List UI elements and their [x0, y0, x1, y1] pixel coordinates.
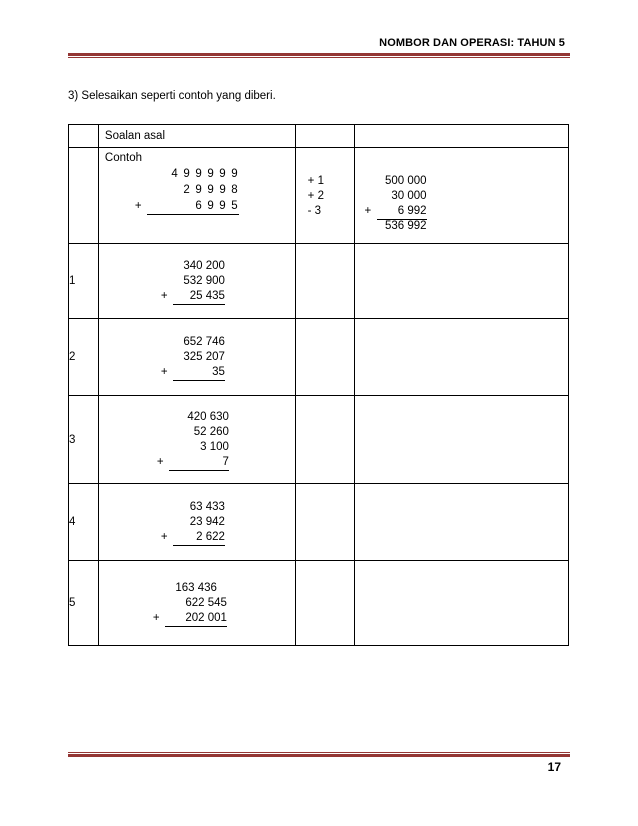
- example-op-1: + 1: [307, 175, 324, 187]
- question-line: 52 260: [193, 425, 229, 438]
- example-row: [69, 148, 569, 244]
- table-header-row: [69, 125, 569, 148]
- plus-sign: +: [160, 530, 168, 543]
- footer-rule: [68, 752, 570, 757]
- example-op-3: - 3: [307, 205, 322, 217]
- question-cell: [98, 561, 295, 646]
- answer-cell: [295, 484, 354, 561]
- header-cell-empty: [69, 125, 99, 148]
- example-result-1: 500 000: [384, 175, 427, 187]
- question-number: 2: [69, 319, 99, 396]
- question-line: 23 942: [189, 515, 225, 528]
- question-line: 652 746: [183, 335, 225, 348]
- question-row-2: [69, 319, 569, 396]
- question-line: 63 433: [189, 500, 225, 513]
- question-row-1: [69, 244, 569, 319]
- example-result-3: 6 992: [377, 204, 427, 220]
- question-number: 3: [69, 396, 99, 484]
- page-number: 17: [547, 760, 561, 774]
- question-line: 3 100: [200, 440, 229, 453]
- answer-cell: [354, 561, 568, 646]
- example-op-2: + 2: [307, 190, 324, 202]
- question-row-4: [69, 484, 569, 561]
- answer-cell: [354, 244, 568, 319]
- example-ops: [295, 148, 354, 244]
- header-soalan-asal: Soalan asal: [98, 125, 295, 148]
- question-number: 4: [69, 484, 99, 561]
- example-line-2: 2 9 9 9 8: [183, 184, 239, 196]
- question-line: 622 545: [185, 596, 227, 609]
- question-cell: [98, 244, 295, 319]
- header-cell-empty: [295, 125, 354, 148]
- example-plus: +: [134, 200, 142, 212]
- example-result: [354, 148, 568, 244]
- answer-cell: [354, 484, 568, 561]
- question-row-3: [69, 396, 569, 484]
- example-label: Contoh: [104, 152, 142, 164]
- plus-sign: +: [160, 289, 168, 302]
- example-line-1: 4 9 9 9 9 9: [171, 168, 239, 180]
- question-line: 163 436: [175, 581, 217, 594]
- question-line-last: 7: [169, 455, 229, 471]
- question-line-last: 35: [173, 365, 225, 381]
- example-line-3: 6 9 9 5: [147, 198, 239, 215]
- plus-sign: +: [156, 455, 164, 468]
- question-line-last: 2 622: [173, 530, 225, 546]
- answer-cell: [295, 244, 354, 319]
- answer-cell: [295, 319, 354, 396]
- answer-cell: [354, 396, 568, 484]
- example-result-plus: +: [364, 205, 372, 217]
- question-cell: [98, 396, 295, 484]
- plus-sign: +: [152, 611, 160, 624]
- answer-cell: [295, 561, 354, 646]
- example-question: [98, 148, 295, 244]
- question-line: 420 630: [187, 410, 229, 423]
- header-title: NOMBOR DAN OPERASI: TAHUN 5: [379, 37, 565, 49]
- question-line: 340 200: [183, 259, 225, 272]
- question-line-last: 25 435: [173, 289, 225, 305]
- example-num-cell: [69, 148, 99, 244]
- question-row-5: [69, 561, 569, 646]
- example-result-total: 536 992: [384, 220, 427, 232]
- answer-cell: [354, 319, 568, 396]
- answer-cell: [295, 396, 354, 484]
- question-cell: [98, 484, 295, 561]
- question-line: 532 900: [183, 274, 225, 287]
- question-cell: [98, 319, 295, 396]
- instruction: 3) Selesaikan seperti contoh yang diberi.: [68, 90, 276, 102]
- worksheet-table: [68, 124, 569, 646]
- example-result-2: 30 000: [391, 190, 427, 202]
- question-line: 325 207: [183, 350, 225, 363]
- question-number: 1: [69, 244, 99, 319]
- header-rule: [68, 53, 570, 58]
- question-line-last: 202 001: [165, 611, 227, 627]
- question-number: 5: [69, 561, 99, 646]
- plus-sign: +: [160, 365, 168, 378]
- header-cell-empty: [354, 125, 568, 148]
